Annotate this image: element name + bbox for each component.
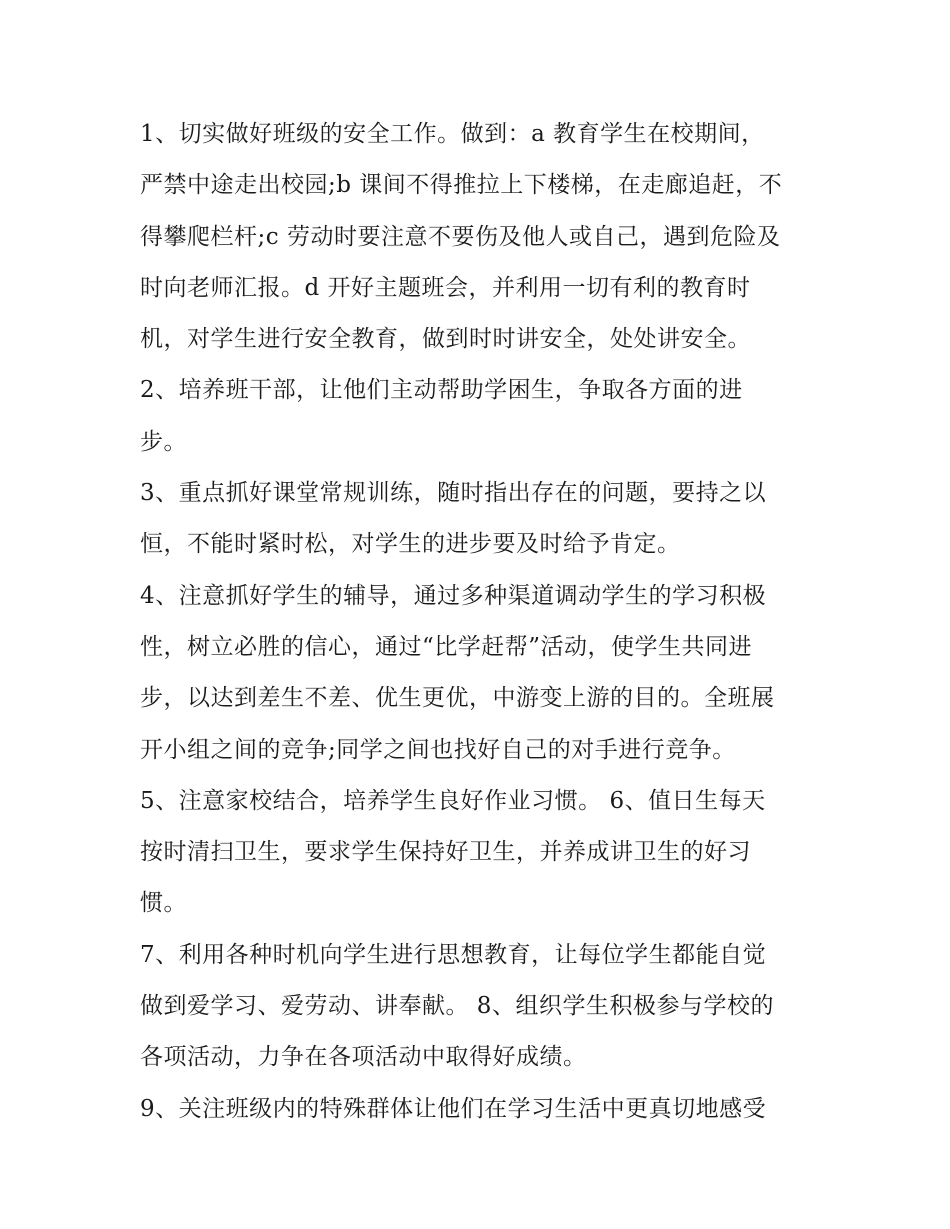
text-line: 性，树立必胜的信心，通过“比学赶帮”活动，使学生共同进 xyxy=(140,633,753,660)
text-line: 惯。 xyxy=(140,890,187,917)
text-line: 得攀爬栏杆;c 劳动时要注意不要伤及他人或自己，遇到危险及 xyxy=(140,223,781,250)
text-line: 5、注意家校结合，培养学生良好作业习惯。 6、值日生每天 xyxy=(140,787,766,814)
text-line: 开小组之间的竞争;同学之间也找好自己的对手进行竞争。 xyxy=(140,736,736,763)
text-line: 7、利用各种时机向学生进行思想教育，让每位学生都能自觉 xyxy=(140,941,767,968)
text-line: 1、切实做好班级的安全工作。做到：a 教育学生在校期间， xyxy=(140,121,765,147)
text-line: 机，对学生进行安全教育，做到时时讲安全，处处讲安全。 xyxy=(140,326,751,353)
document-body xyxy=(140,109,820,1135)
text-line: 步。 xyxy=(140,428,187,455)
text-line: 做到爱学习、爱劳动、讲奉献。 8、组织学生积极参与学校的 xyxy=(140,993,774,1020)
text-line: 9、关注班级内的特殊群体让他们在学习生活中更真切地感受 xyxy=(140,1095,767,1122)
text-line: 严禁中途走出校园;b 课间不得推拉上下楼梯，在走廊追赶，不 xyxy=(140,172,783,199)
text-line: 3、重点抓好课堂常规训练，随时指出存在的问题，要持之以 xyxy=(140,480,767,507)
text-line: 4、注意抓好学生的辅导，通过多种渠道调动学生的学习积极 xyxy=(140,582,767,609)
text-line: 步，以达到差生不差、优生更优，中游变上游的目的。全班展 xyxy=(140,685,775,712)
text-line: 按时清扫卫生，要求学生保持好卫生，并养成讲卫生的好习 xyxy=(140,839,751,866)
text-line: 2、培养班干部，让他们主动帮助学困生，争取各方面的进 xyxy=(140,377,743,404)
text-line: 各项活动，力争在各项活动中取得好成绩。 xyxy=(140,1044,587,1071)
text-line: 时向老师汇报。d 开好主题班会，并利用一切有利的教育时 xyxy=(140,274,751,301)
text-line: 恒，不能时紧时松，对学生的进步要及时给予肯定。 xyxy=(140,531,681,558)
